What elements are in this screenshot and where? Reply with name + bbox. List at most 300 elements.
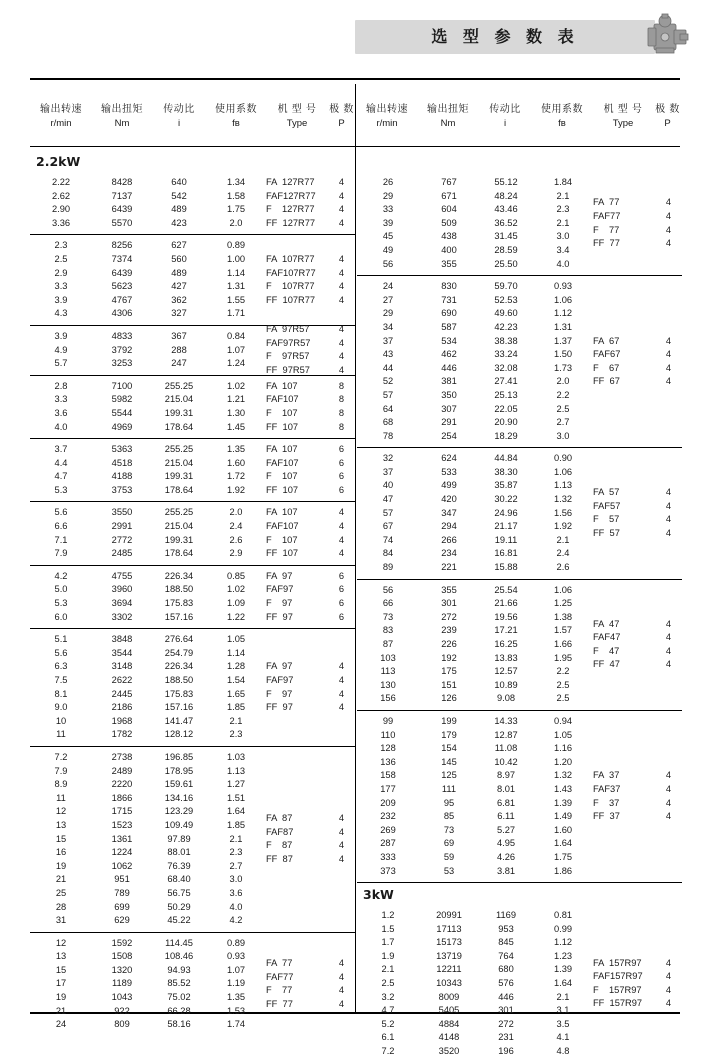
cell-poles: 4 [338, 548, 345, 559]
cell-service-factor: 1.50 [553, 349, 573, 360]
cell-output-speed: 6.1 [381, 1032, 395, 1043]
cell-output-torque: 3520 [438, 1046, 460, 1057]
cell-output-speed: 99 [382, 715, 394, 726]
cell-output-torque: 266 [441, 534, 457, 545]
cell-ratio: 199.31 [164, 471, 194, 482]
cell-type: F 87 [266, 840, 293, 851]
cell-output-speed: 37 [382, 466, 394, 477]
cell-output-speed: 12 [55, 937, 67, 948]
cell-ratio: 175.83 [164, 598, 194, 609]
cell-output-speed: 136 [380, 756, 396, 767]
cell-service-factor: 1.75 [226, 204, 246, 215]
header-unit-rmin: r/min [376, 118, 398, 129]
cell-ratio: 178.64 [164, 484, 194, 495]
cell-service-factor: 1.72 [226, 471, 246, 482]
cell-poles: 4 [338, 190, 345, 201]
cell-ratio: 114.45 [165, 937, 193, 948]
cell-poles: 4 [338, 204, 345, 215]
type-group [593, 172, 682, 275]
cell-output-torque: 789 [114, 887, 130, 898]
cell-service-factor: 0.93 [553, 281, 573, 292]
cell-output-speed: 87 [382, 639, 394, 649]
cell-output-torque: 3550 [111, 507, 133, 518]
type-group [266, 172, 355, 234]
cell-output-torque: 254 [441, 430, 457, 441]
cell-service-factor: 2.0 [229, 217, 243, 228]
page-header [0, 0, 710, 72]
cell-ratio: 423 [171, 217, 187, 228]
cell-poles: 4 [338, 661, 345, 672]
cell-service-factor: 2.3 [556, 204, 570, 215]
cell-ratio: 49.60 [494, 308, 518, 319]
header-poles: 极 数 [329, 104, 354, 115]
cell-ratio: 764 [498, 950, 514, 961]
cell-output-speed: 7.1 [54, 534, 68, 545]
cell-poles: 4 [338, 364, 345, 375]
cell-output-torque: 509 [441, 217, 457, 228]
cell-output-torque: 1968 [111, 715, 133, 726]
cell-service-factor: 1.32 [553, 770, 573, 781]
cell-service-factor: 1.43 [553, 783, 573, 794]
header-type: 机 型 号 [277, 104, 317, 115]
cell-output-speed: 158 [380, 770, 396, 781]
header-output-speed: 输出转速 [40, 104, 82, 115]
type-group [593, 580, 682, 710]
type-list [266, 506, 328, 560]
cell-poles: 4 [665, 514, 672, 525]
cell-poles: 4 [665, 984, 672, 995]
cell-service-factor: 4.8 [556, 1046, 570, 1057]
cell-poles: 4 [338, 958, 345, 969]
cell-ratio: 14.33 [494, 715, 518, 726]
cell-type: F 57 [593, 514, 620, 525]
cell-service-factor: 2.7 [229, 860, 243, 871]
cell-type: FAF77 [266, 971, 294, 982]
cell-output-torque: 12211 [436, 964, 462, 975]
cell-type: F 127R77 [266, 204, 315, 215]
cell-service-factor: 1.23 [553, 950, 573, 961]
table-left [30, 150, 355, 1036]
cell-type: FAF87 [266, 826, 294, 837]
cell-output-torque: 2622 [111, 675, 133, 685]
cell-service-factor: 1.64 [553, 978, 573, 989]
cell-ratio: 560 [171, 253, 187, 264]
cell-output-torque: 4306 [111, 308, 133, 319]
cell-ratio: 16.81 [494, 548, 518, 559]
cell-service-factor: 1.13 [226, 765, 246, 776]
cell-output-torque: 1592 [111, 937, 133, 948]
cell-output-speed: 232 [380, 811, 396, 822]
cell-output-torque: 731 [441, 294, 457, 305]
cell-type: FAF97 [266, 584, 294, 595]
cell-ratio: 255.25 [164, 444, 194, 455]
cell-output-torque: 4518 [111, 457, 133, 468]
cell-service-factor: 1.03 [226, 751, 246, 762]
cell-service-factor: 2.5 [556, 693, 570, 704]
table-block [357, 710, 682, 882]
cell-poles: 4 [338, 813, 345, 824]
cell-poles: 4 [665, 238, 672, 249]
cell-service-factor: 1.22 [226, 611, 246, 622]
header-unit-nm: Nm [440, 118, 456, 129]
cell-output-speed: 130 [380, 679, 396, 690]
cell-output-torque: 291 [441, 417, 457, 428]
cell-output-torque: 5982 [111, 394, 133, 405]
cell-output-torque: 126 [441, 693, 457, 704]
cell-output-torque: 671 [441, 190, 457, 201]
cell-type: F 47 [593, 645, 620, 656]
cell-output-torque: 1224 [111, 847, 133, 858]
cell-ratio: 199.31 [164, 534, 194, 545]
header-unit-fb: fʙ [558, 118, 566, 129]
poles-list [655, 486, 682, 540]
type-group [266, 747, 355, 932]
cell-output-speed: 15 [55, 833, 67, 844]
cell-ratio: 44.84 [494, 453, 518, 464]
cell-output-torque: 699 [114, 901, 130, 912]
cell-service-factor: 1.20 [553, 756, 573, 767]
cell-service-factor: 1.65 [226, 688, 246, 699]
cell-service-factor: 0.89 [226, 937, 246, 948]
cell-service-factor: 1.32 [553, 494, 573, 505]
cell-output-speed: 83 [382, 625, 394, 636]
cell-output-speed: 49 [382, 244, 394, 255]
cell-ratio: 845 [498, 937, 514, 948]
type-group [266, 629, 355, 746]
cell-output-torque: 1508 [111, 951, 133, 962]
cell-ratio: 32.08 [494, 362, 518, 373]
cell-ratio: 6.81 [496, 797, 516, 808]
cell-service-factor: 1.05 [553, 729, 573, 740]
cell-ratio: 42.23 [494, 321, 518, 332]
cell-output-torque: 2220 [111, 779, 133, 790]
poles-list [328, 812, 355, 866]
cell-type: FA 157R97 [593, 957, 642, 968]
cell-output-speed: 7.5 [54, 675, 68, 685]
cell-output-speed: 2.5 [381, 978, 395, 989]
cell-service-factor: 1.45 [226, 421, 246, 432]
cell-service-factor: 4.2 [229, 915, 243, 926]
cell-type: FF 97R57 [266, 364, 310, 375]
cell-type: FA 127R77 [266, 177, 315, 187]
cell-ratio: 215.04 [164, 457, 194, 468]
cell-output-torque: 347 [441, 507, 457, 518]
cell-ratio: 215.04 [164, 521, 194, 532]
type-group [593, 276, 682, 447]
cell-output-speed: 4.4 [54, 457, 68, 468]
cell-output-speed: 57 [382, 389, 394, 400]
cell-output-speed: 67 [382, 521, 394, 532]
cell-ratio: 43.46 [494, 204, 518, 215]
cell-service-factor: 2.1 [556, 217, 570, 228]
cell-output-speed: 103 [380, 652, 396, 663]
cell-output-speed: 26 [382, 177, 394, 187]
cell-ratio: 12.57 [494, 666, 518, 677]
table-block [357, 447, 682, 578]
cell-poles: 4 [338, 507, 345, 518]
cell-output-speed: 3.2 [381, 991, 395, 1002]
cell-type: FA 107R77 [266, 253, 315, 264]
cell-output-torque: 1715 [111, 806, 133, 817]
cell-output-torque: 1320 [111, 964, 133, 975]
cell-output-speed: 3.6 [54, 407, 68, 418]
cell-output-speed: 33 [382, 204, 394, 215]
cell-output-speed: 3.3 [54, 281, 68, 292]
cell-ratio: 427 [171, 281, 187, 292]
cell-output-speed: 6.3 [54, 661, 68, 672]
cell-type: FAF97 [266, 675, 294, 685]
cell-service-factor: 1.92 [226, 484, 246, 495]
cell-type: FF 157R97 [593, 998, 643, 1009]
cell-ratio: 231 [498, 1032, 514, 1043]
cell-poles: 4 [665, 224, 672, 235]
cell-ratio: 25.13 [494, 389, 518, 400]
cell-ratio: 28.59 [494, 244, 518, 255]
cell-poles: 4 [338, 675, 345, 685]
cell-output-torque: 8256 [111, 240, 133, 251]
cell-ratio: 27.41 [494, 376, 518, 387]
cell-output-torque: 355 [441, 258, 457, 269]
cell-type: FAF67 [593, 349, 621, 360]
cell-output-torque: 922 [114, 1005, 130, 1016]
cell-ratio: 159.61 [164, 779, 194, 790]
table-block [357, 905, 682, 1063]
cell-service-factor: 1.31 [226, 281, 246, 292]
cell-output-speed: 6.0 [54, 611, 68, 622]
cell-output-torque: 4148 [438, 1032, 460, 1043]
cell-service-factor: 1.51 [226, 792, 246, 803]
cell-output-torque: 1361 [111, 833, 133, 844]
cell-ratio: 134.16 [164, 792, 194, 803]
cell-output-speed: 16 [55, 847, 67, 858]
cell-output-torque: 192 [441, 652, 457, 663]
cell-output-torque: 3694 [111, 598, 133, 609]
cell-output-speed: 27 [382, 294, 394, 305]
cell-type: FA 97R57 [266, 324, 310, 335]
cell-type: FF 77 [593, 238, 620, 249]
cell-ratio: 9.08 [496, 693, 516, 704]
cell-type: FA 57 [593, 487, 620, 498]
cell-ratio: 362 [171, 294, 187, 305]
cell-poles: 4 [338, 281, 345, 292]
cell-ratio: 50.29 [167, 901, 191, 912]
cell-service-factor: 3.0 [229, 874, 243, 885]
vertical-divider [355, 84, 356, 1012]
cell-output-speed: 52 [382, 376, 394, 387]
type-group [593, 711, 682, 882]
cell-type: FAF107 [266, 521, 299, 532]
cell-output-speed: 156 [380, 693, 396, 704]
cell-output-speed: 21 [55, 874, 67, 885]
header-unit-fb: fʙ [232, 118, 240, 129]
cell-poles: 4 [338, 826, 345, 837]
cell-poles: 4 [665, 528, 672, 539]
cell-service-factor: 1.39 [553, 964, 573, 975]
header-ratio: 传动比 [163, 104, 195, 115]
cell-output-torque: 2485 [111, 548, 133, 559]
cell-type: FAF57 [593, 500, 621, 511]
cell-ratio: 188.50 [164, 584, 194, 595]
cell-output-speed: 78 [382, 430, 394, 441]
cell-output-speed: 1.2 [381, 910, 395, 921]
cell-ratio: 55.12 [494, 177, 518, 187]
cell-output-speed: 4.0 [54, 421, 68, 432]
header-unit-i: i [177, 118, 181, 129]
type-group [266, 933, 355, 1036]
cell-poles: 4 [338, 688, 345, 699]
cell-service-factor: 2.1 [556, 534, 570, 545]
cell-service-factor: 2.1 [229, 833, 243, 844]
type-list [266, 253, 328, 307]
header-type: 机 型 号 [603, 104, 643, 115]
cell-ratio: 45.22 [167, 915, 191, 926]
cell-service-factor: 2.3 [229, 729, 243, 740]
type-list [266, 570, 328, 624]
type-group [266, 439, 355, 501]
cell-ratio: 33.24 [494, 349, 518, 360]
cell-service-factor: 1.16 [553, 743, 573, 754]
cell-output-speed: 24 [382, 281, 394, 292]
cell-output-torque: 3848 [111, 634, 133, 645]
cell-ratio: 226.34 [164, 570, 194, 581]
cell-type: FF 127R77 [266, 217, 316, 228]
cell-output-speed: 287 [380, 838, 396, 849]
cell-output-torque: 95 [443, 797, 455, 808]
cell-output-speed: 5.0 [54, 584, 68, 595]
cell-output-speed: 89 [382, 562, 394, 573]
cell-service-factor: 1.09 [226, 598, 246, 609]
cell-poles: 4 [338, 324, 345, 335]
cell-output-torque: 53 [443, 865, 455, 876]
cell-poles: 4 [665, 811, 672, 822]
table-block [30, 172, 355, 234]
cell-ratio: 21.17 [494, 521, 518, 532]
cell-output-torque: 830 [441, 281, 457, 292]
cell-service-factor: 1.85 [226, 819, 246, 830]
table-block [30, 628, 355, 746]
cell-poles: 4 [665, 500, 672, 511]
cell-poles: 4 [338, 294, 345, 305]
cell-ratio: 680 [498, 964, 514, 975]
cell-ratio: 247 [171, 358, 187, 369]
cell-ratio: 576 [498, 978, 514, 989]
cell-ratio: 68.40 [167, 874, 191, 885]
type-list [266, 443, 328, 497]
cell-ratio: 11.08 [494, 743, 518, 754]
cell-service-factor: 2.6 [556, 562, 570, 573]
cell-output-speed: 29 [382, 190, 394, 201]
cell-ratio: 640 [171, 177, 187, 187]
cell-type: FF 67 [593, 376, 620, 387]
cell-poles: 4 [338, 702, 345, 713]
cell-output-speed: 39 [382, 217, 394, 228]
type-list [593, 196, 655, 250]
table-block [30, 932, 355, 1036]
cell-ratio: 31.45 [494, 231, 518, 242]
cell-output-torque: 145 [441, 756, 457, 767]
cell-service-factor: 1.21 [226, 394, 246, 405]
cell-type: FF 97 [266, 702, 293, 713]
type-list [266, 323, 328, 377]
cell-type: FA 87 [266, 813, 293, 824]
cell-output-torque: 4755 [111, 570, 133, 581]
cell-poles: 4 [338, 985, 345, 996]
cell-type: F 97R57 [266, 351, 310, 362]
cell-output-torque: 2186 [111, 702, 133, 713]
cell-output-torque: 6439 [111, 204, 133, 215]
cell-output-speed: 7.2 [54, 751, 68, 762]
cell-service-factor: 3.0 [556, 430, 570, 441]
cell-output-torque: 1523 [111, 819, 133, 830]
cell-type: FA 77 [593, 197, 620, 208]
cell-service-factor: 1.27 [226, 779, 246, 790]
column-headers-left [30, 84, 354, 142]
header-output-torque: 输出扭矩 [427, 104, 469, 115]
column-headers [30, 84, 680, 142]
cell-service-factor: 1.86 [553, 865, 573, 876]
cell-poles: 4 [665, 998, 672, 1009]
cell-type: FAF77 [593, 210, 621, 221]
cell-output-speed: 7.9 [54, 765, 68, 776]
gearbox-icon [636, 12, 692, 58]
cell-output-torque: 3253 [111, 358, 133, 369]
cell-output-speed: 5.6 [54, 647, 68, 658]
cell-output-speed: 113 [380, 666, 396, 677]
cell-type: FF 107 [266, 548, 299, 559]
cell-output-speed: 373 [380, 865, 396, 876]
cell-service-factor: 1.07 [226, 964, 246, 975]
cell-service-factor: 1.71 [226, 308, 246, 319]
cell-type: FF 87 [266, 853, 293, 864]
cell-output-torque: 629 [114, 915, 130, 926]
cell-output-speed: 3.7 [54, 444, 68, 455]
cell-output-speed: 3.3 [54, 394, 68, 405]
cell-type: FAF107R77 [266, 267, 316, 278]
cell-type: F 107 [266, 534, 298, 545]
cell-output-speed: 21 [55, 1005, 67, 1016]
cell-ratio: 123.29 [164, 806, 194, 817]
cell-ratio: 301 [498, 1005, 514, 1016]
cell-service-factor: 2.0 [556, 376, 570, 387]
cell-output-torque: 13719 [436, 950, 462, 961]
cell-ratio: 22.05 [494, 403, 518, 414]
type-group [266, 566, 355, 628]
cell-output-torque: 7137 [111, 190, 133, 201]
cell-service-factor: 1.06 [553, 294, 573, 305]
cell-service-factor: 1.30 [226, 407, 246, 418]
cell-ratio: 18.29 [494, 430, 518, 441]
cell-output-torque: 17113 [436, 923, 462, 934]
header-unit-nm: Nm [114, 118, 130, 129]
cell-ratio: 108.46 [164, 951, 194, 962]
cell-output-torque: 5623 [111, 281, 133, 292]
cell-output-torque: 20991 [436, 910, 462, 921]
cell-output-torque: 3960 [111, 584, 133, 595]
cell-output-speed: 56 [382, 584, 394, 595]
cell-service-factor: 3.4 [556, 244, 570, 255]
cell-output-speed: 2.8 [54, 380, 68, 391]
table-right [357, 150, 682, 1063]
cell-service-factor: 1.84 [553, 177, 573, 187]
cell-output-speed: 17 [55, 978, 67, 989]
cell-poles: 4 [338, 351, 345, 362]
cell-service-factor: 2.2 [556, 666, 570, 677]
table-block [357, 172, 682, 275]
cell-output-torque: 5363 [111, 444, 133, 455]
type-group [266, 502, 355, 564]
cell-ratio: 199.31 [164, 407, 194, 418]
cell-output-speed: 44 [382, 362, 394, 373]
